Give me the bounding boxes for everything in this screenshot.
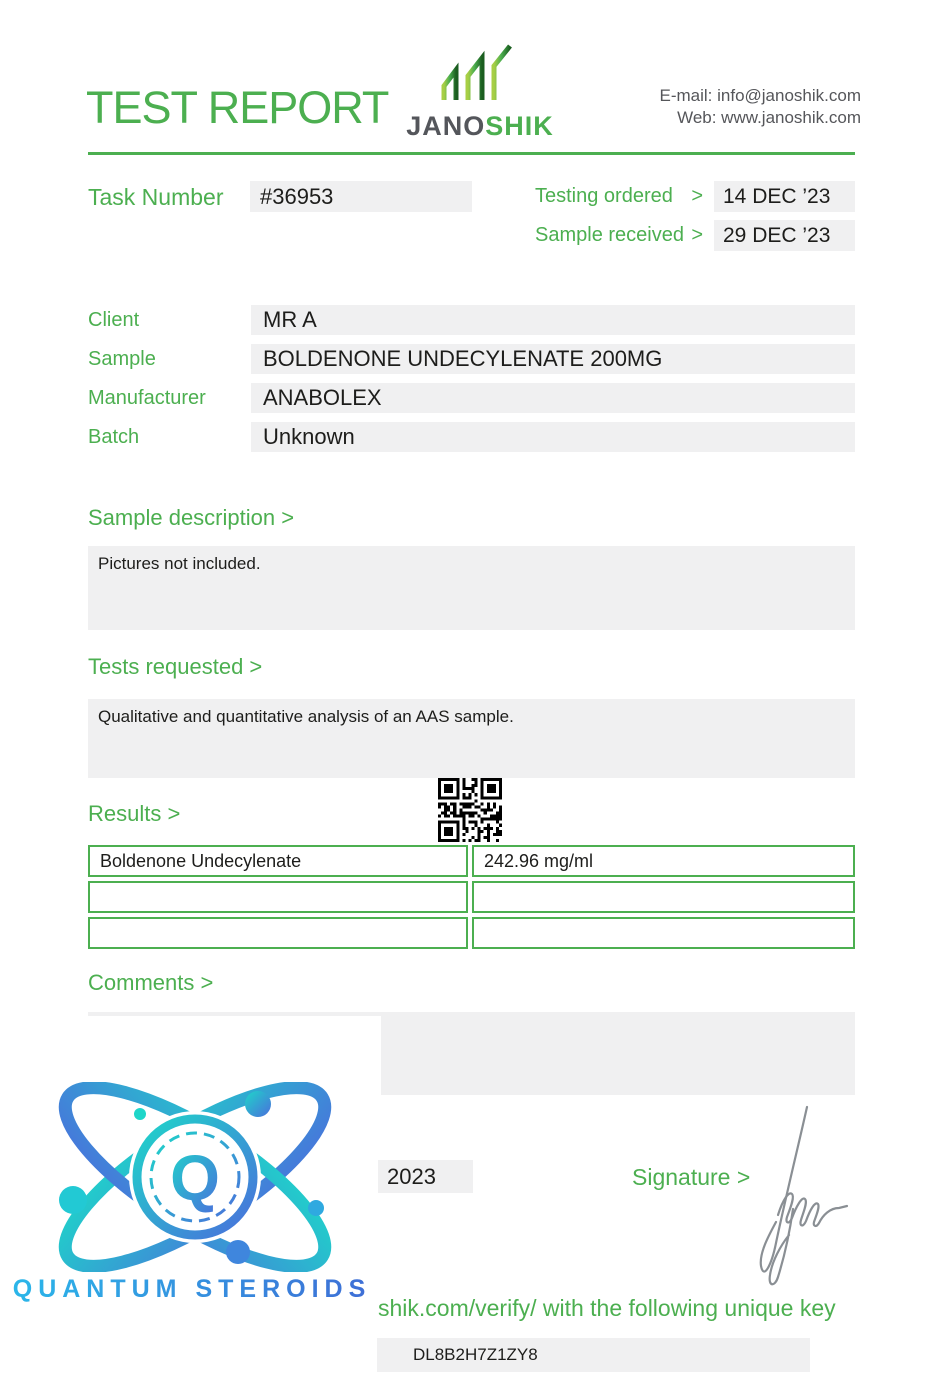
task-number-label: Task Number xyxy=(88,184,224,210)
quantum-steroids-wordmark xyxy=(8,1272,376,1306)
client-label: Client xyxy=(88,309,140,331)
task-number-value: #36953 xyxy=(250,181,472,212)
tests-requested-text: Qualitative and quantitative analysis of an AAS sample. xyxy=(98,707,514,726)
header-divider xyxy=(88,152,855,155)
sample-description-box xyxy=(88,546,855,630)
verify-url-text: shik.com/verify/ with the following unique key xyxy=(378,1295,836,1321)
comments-heading: Comments > xyxy=(88,970,214,995)
web-line: Web: www.janoshik.com xyxy=(677,108,861,127)
result-value-cell: 242.96 mg/ml xyxy=(472,845,855,877)
unique-key-value: DL8B2H7Z1ZY8 xyxy=(377,1338,810,1372)
brand-name-shik: SHIK xyxy=(485,111,554,141)
tests-requested-heading: Tests requested > xyxy=(88,654,263,679)
signature-label: Signature > xyxy=(632,1164,751,1190)
sample-description-text: Pictures not included. xyxy=(98,554,261,573)
results-heading: Results > xyxy=(88,801,181,826)
result-analyte-cell xyxy=(88,917,468,949)
result-value-cell xyxy=(472,881,855,913)
table-row xyxy=(88,881,855,913)
sample-description-heading: Sample description > xyxy=(88,505,295,530)
result-analyte-cell: Boldenone Undecylenate xyxy=(88,845,468,877)
email-line: E-mail: info@janoshik.com xyxy=(659,86,861,105)
sample-received-date: 29 DEC ’23 xyxy=(714,220,855,251)
arrow-glyph: > xyxy=(691,185,703,207)
results-table xyxy=(88,845,855,953)
client-value: MR A xyxy=(251,305,855,335)
page-title: TEST REPORT xyxy=(86,82,389,133)
quantum-steroids-atom-logo xyxy=(30,1082,360,1272)
manufacturer-value: ANABOLEX xyxy=(251,383,855,413)
sample-received-text: Sample received xyxy=(535,224,684,246)
svg-text:QUANTUM STEROIDS: QUANTUM STEROIDS xyxy=(12,1275,372,1303)
sample-value: BOLDENONE UNDECYLENATE 200MG xyxy=(251,344,855,374)
janoshik-logo xyxy=(400,42,560,142)
growth-chart-icon xyxy=(432,42,528,104)
year-value: 2023 xyxy=(378,1160,473,1193)
qr-code xyxy=(438,778,502,842)
manufacturer-label: Manufacturer xyxy=(88,387,206,409)
contact-block xyxy=(660,85,862,129)
sample-label: Sample xyxy=(88,348,156,370)
testing-ordered-text: Testing ordered xyxy=(535,185,673,207)
svg-text:Q: Q xyxy=(170,1142,220,1214)
batch-label: Batch xyxy=(88,426,140,448)
batch-value: Unknown xyxy=(251,422,855,452)
testing-ordered-label xyxy=(535,181,703,212)
brand-name xyxy=(400,111,560,142)
arrow-glyph: > xyxy=(691,224,703,246)
signature-image xyxy=(745,1095,870,1290)
sample-received-label xyxy=(535,220,703,251)
brand-name-jano: JANO xyxy=(406,111,486,141)
testing-ordered-date: 14 DEC ’23 xyxy=(714,181,855,212)
table-row xyxy=(88,917,855,949)
result-analyte-cell xyxy=(88,881,468,913)
result-value-cell xyxy=(472,917,855,949)
table-row xyxy=(88,845,855,877)
tests-requested-box xyxy=(88,699,855,778)
